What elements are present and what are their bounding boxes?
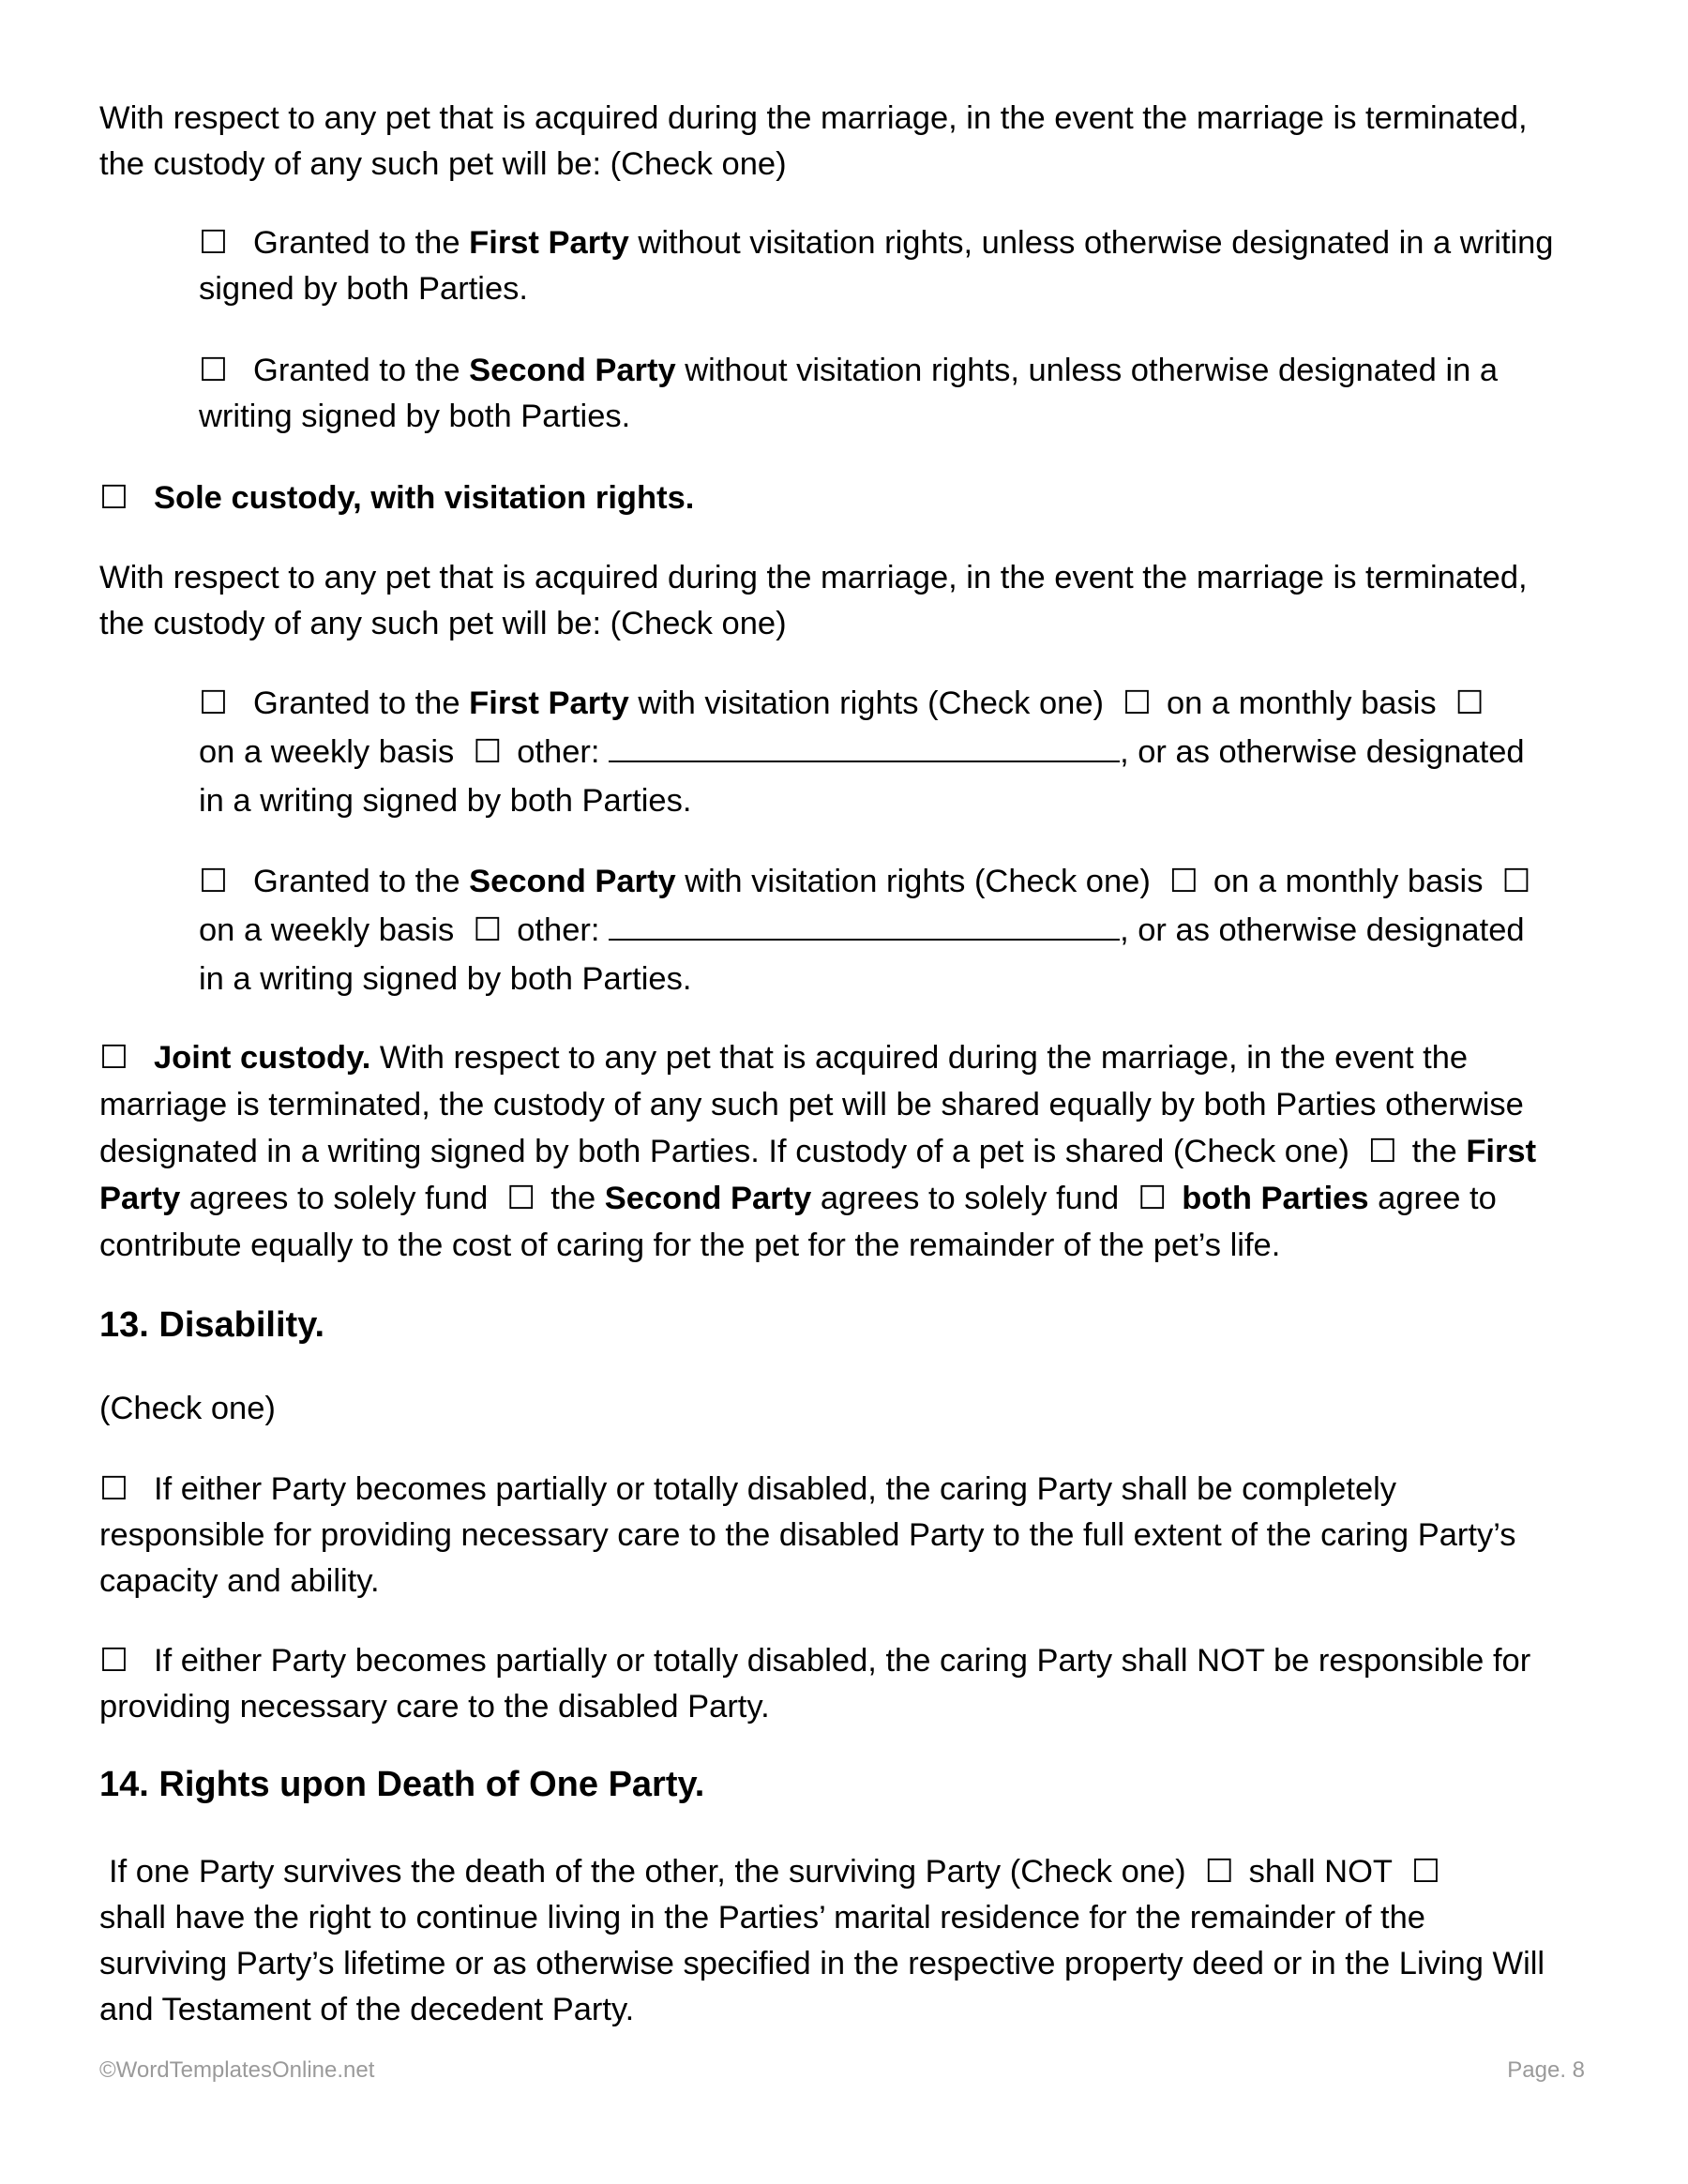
checkbox[interactable]: ☐ xyxy=(1501,864,1531,899)
section-14-heading: 14. Rights upon Death of One Party. xyxy=(99,1765,705,1804)
checkbox[interactable]: ☐ xyxy=(473,734,503,770)
checkbox[interactable]: ☐ xyxy=(506,1181,536,1216)
option-sole-custody: ☐ Sole custody, with visitation rights. xyxy=(99,475,1600,521)
footer-page-number: Page. 8 xyxy=(1507,2057,1585,2083)
option-second-party-visitation: ☐ Granted to the Second Party with visitation rights (Check one) ☐ on a monthly basis ☐ on a weekly basis ☐ other: , or as otherwise designated in a writing signed by both Parties. xyxy=(199,857,1605,1003)
option-second-party-no-visitation: ☐ Granted to the Second Party without visitation rights, unless otherwise designated in a writing signed by both Parties. xyxy=(199,348,1605,440)
section-13-heading: 13. Disability. xyxy=(99,1305,325,1345)
checkbox[interactable]: ☐ xyxy=(99,1040,128,1076)
checkbox[interactable]: ☐ xyxy=(199,864,228,899)
checkbox[interactable]: ☐ xyxy=(99,1643,128,1679)
text-line: With respect to any pet that is acquired during the marriage, in the event the marriage is terminated, xyxy=(99,100,1528,136)
option-joint-custody: ☐ Joint custody. With respect to any pet that is acquired during the marriage, in the event the marriage is terminated, the custody of any such pet will be shared equally by both Parties otherwise designated in a writing signed by both Parties. If custody of a pet is shared (Check one) ☐ the First Party agrees to solely fund ☐ the Second Party agrees to solely fund ☐ both Parties agree to contribute equally to the cost of caring for the pet for the remainder of the pet’s life. xyxy=(99,1034,1600,1269)
footer-copyright: ©WordTemplatesOnline.net xyxy=(99,2057,375,2083)
checkbox[interactable]: ☐ xyxy=(199,685,228,721)
checkbox[interactable]: ☐ xyxy=(473,912,503,948)
disability-option-1: ☐ If either Party becomes partially or totally disabled, the caring Party shall be completely responsible for providing necessary care to the disabled Party to the full extent of the caring Party’s capacity and ability. xyxy=(99,1467,1600,1604)
checkbox[interactable]: ☐ xyxy=(99,1471,128,1507)
option-first-party-visitation: ☐ Granted to the First Party with visitation rights (Check one) ☐ on a monthly basis ☐ on a weekly basis ☐ other: , or as otherwise designated in a writing signed by both Parties. xyxy=(199,679,1605,825)
pet-intro-paragraph-2: With respect to any pet that is acquired during the marriage, in the event the marriage is terminated, the custody of any such pet will be: (Check one) xyxy=(99,560,1528,641)
checkbox[interactable]: ☐ xyxy=(1367,1134,1397,1169)
fill-in-line[interactable] xyxy=(609,911,1120,941)
text-line: the custody of any such pet will be: (Check one) xyxy=(99,146,787,182)
checkbox[interactable]: ☐ xyxy=(1204,1854,1234,1890)
checkbox[interactable]: ☐ xyxy=(99,480,128,516)
fill-in-line[interactable] xyxy=(609,732,1120,762)
checkbox[interactable]: ☐ xyxy=(1138,1181,1168,1216)
checkbox[interactable]: ☐ xyxy=(1411,1854,1440,1890)
checkbox[interactable]: ☐ xyxy=(1454,685,1485,721)
death-rights-paragraph-cont: shall have the right to continue living in the Parties’ marital residence for the remainder of the surviving Party’s lifetime or as otherwise specified in the respective property deed or in the Living Will and Testament of the decedent Party. xyxy=(99,1900,1545,2027)
checkbox[interactable]: ☐ xyxy=(199,353,228,388)
checkbox[interactable]: ☐ xyxy=(1168,864,1198,899)
disability-option-2: ☐ If either Party becomes partially or totally disabled, the caring Party shall NOT be responsible for providing necessary care to the disabled Party. xyxy=(99,1638,1600,1730)
check-one-label: (Check one) xyxy=(99,1391,276,1426)
death-rights-paragraph: If one Party survives the death of the other, the surviving Party (Check one) ☐ shall NOT ☐ xyxy=(109,1849,1609,1895)
checkbox[interactable]: ☐ xyxy=(199,225,228,261)
option-first-party-no-visitation: ☐ Granted to the First Party without visitation rights, unless otherwise designated in a writing signed by both Parties. xyxy=(199,220,1605,312)
checkbox[interactable]: ☐ xyxy=(1123,685,1152,721)
pet-intro-paragraph-1 xyxy=(99,96,1600,188)
